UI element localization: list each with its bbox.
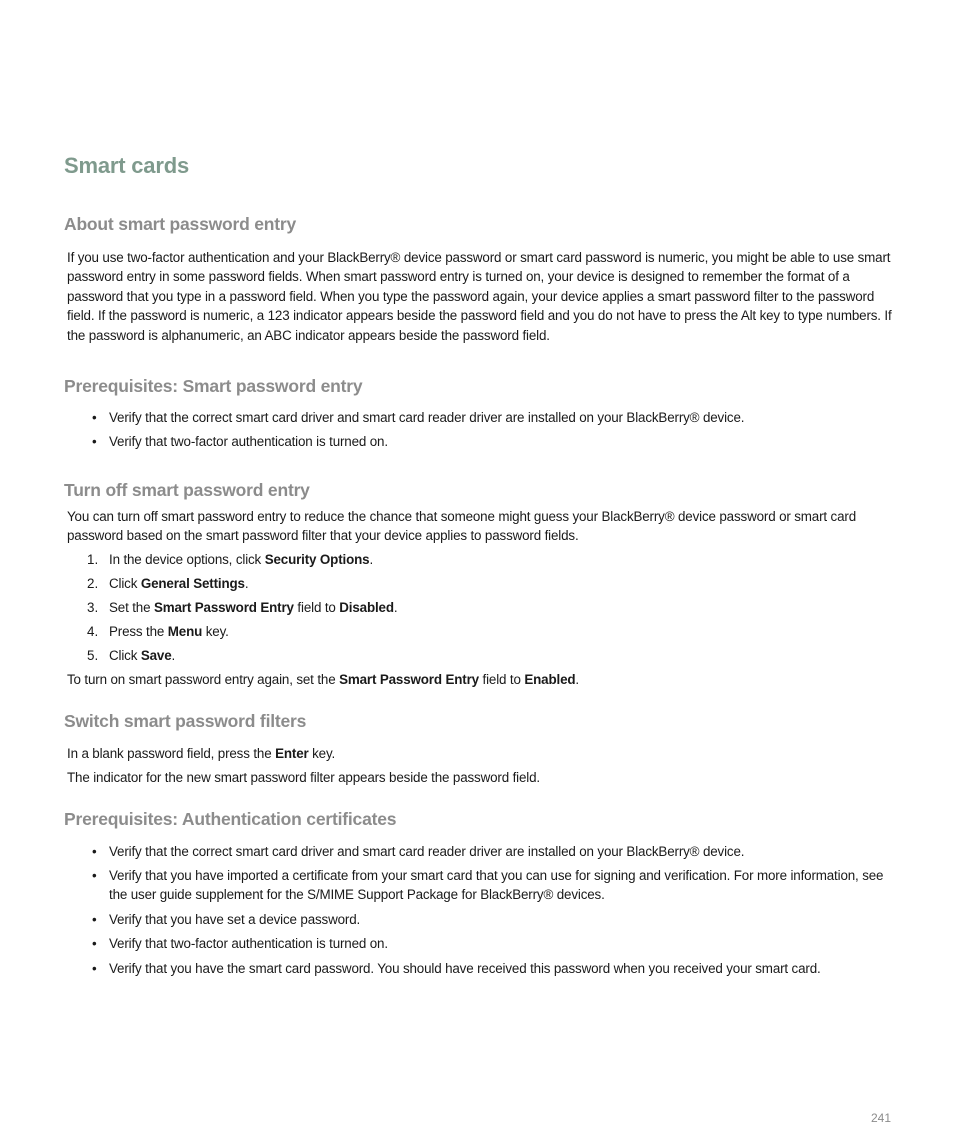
step-3: Set the Smart Password Entry field to Disabled. — [109, 600, 398, 615]
section-heading-switch: Switch smart password filters — [64, 711, 307, 731]
about-paragraph: If you use two-factor authentication and your BlackBerry® device password or smart card password is numeric, you might be able to use smart password entry in some password fields. When smart password entry is turned on, your device is designed to remember the format of a password that you type in a password field. When you type the password again, your device applies a smart password filter to the password field. If the password is numeric, a 123 indicator appears beside the password field and you do not have to press the Alt key to type numbers. If the password is alphanumeric, an ABC indicator appears beside the password field. — [67, 250, 892, 343]
step-number: 2. — [87, 576, 99, 591]
step-4: Press the Menu key. — [109, 624, 229, 639]
prereq-auth-bullet-5: Verify that you have the smart card password. You should have received this password when you received your smart card. — [109, 961, 821, 976]
section-heading-prereq-auth: Prerequisites: Authentication certificates — [64, 809, 397, 829]
prereq-smart-bullet-2: Verify that two-factor authentication is turned on. — [109, 434, 388, 449]
step-number: 1. — [87, 552, 99, 567]
bullet-glyph: • — [92, 844, 97, 859]
section-heading-prereq-smart: Prerequisites: Smart password entry — [64, 376, 363, 396]
bullet-glyph: • — [92, 410, 97, 425]
bullet-glyph: • — [92, 912, 97, 927]
switch-line-2: The indicator for the new smart password filter appears beside the password field. — [67, 770, 540, 785]
bullet-glyph: • — [92, 961, 97, 976]
ui-term: Disabled — [339, 600, 394, 615]
switch-line-1: In a blank password field, press the Enter key. — [67, 746, 336, 761]
ui-term: Smart Password Entry — [339, 672, 479, 687]
ui-term: Security Options — [264, 552, 370, 567]
prereq-smart-bullet-1: Verify that the correct smart card driver and smart card reader driver are installed on your BlackBerry® device. — [109, 410, 745, 425]
step-1: In the device options, click Security Options. — [109, 552, 374, 567]
ui-term: Smart Password Entry — [153, 600, 294, 615]
prereq-auth-bullet-1: Verify that the correct smart card driver and smart card reader driver are installed on your BlackBerry® device. — [109, 844, 745, 859]
ui-term: Enabled — [524, 672, 576, 687]
turn-off-outro: To turn on smart password entry again, set the Smart Password Entry field to Enabled. — [67, 672, 579, 687]
bullet-glyph: • — [92, 936, 97, 951]
prereq-auth-bullet-4: Verify that two-factor authentication is turned on. — [109, 936, 388, 951]
ui-term: Enter — [275, 746, 309, 761]
ui-term: Save — [140, 648, 172, 663]
step-number: 5. — [87, 648, 99, 663]
page-title: Smart cards — [64, 153, 189, 178]
section-heading-turn-off: Turn off smart password entry — [64, 480, 310, 500]
bullet-glyph: • — [92, 868, 97, 883]
prereq-auth-bullet-3: Verify that you have set a device password. — [109, 912, 361, 927]
step-5: Click Save. — [109, 648, 176, 663]
step-number: 3. — [87, 600, 99, 615]
section-heading-about: About smart password entry — [64, 214, 297, 234]
ui-term: General Settings — [140, 576, 245, 591]
ui-term: Menu — [167, 624, 203, 639]
bullet-glyph: • — [92, 434, 97, 449]
prereq-auth-bullet-2: Verify that you have imported a certificate from your smart card that you can use for signing and verification. For more information, see the user guide supplement for the S/MIME Support Package for BlackBerry® devices. — [109, 868, 884, 903]
step-2: Click General Settings. — [109, 576, 249, 591]
step-number: 4. — [87, 624, 99, 639]
turn-off-intro: You can turn off smart password entry to reduce the chance that someone might guess your BlackBerry® device password or smart card password based on the smart password filter that your device applies to password fields. — [67, 509, 856, 544]
page-number: 241 — [870, 1111, 891, 1125]
